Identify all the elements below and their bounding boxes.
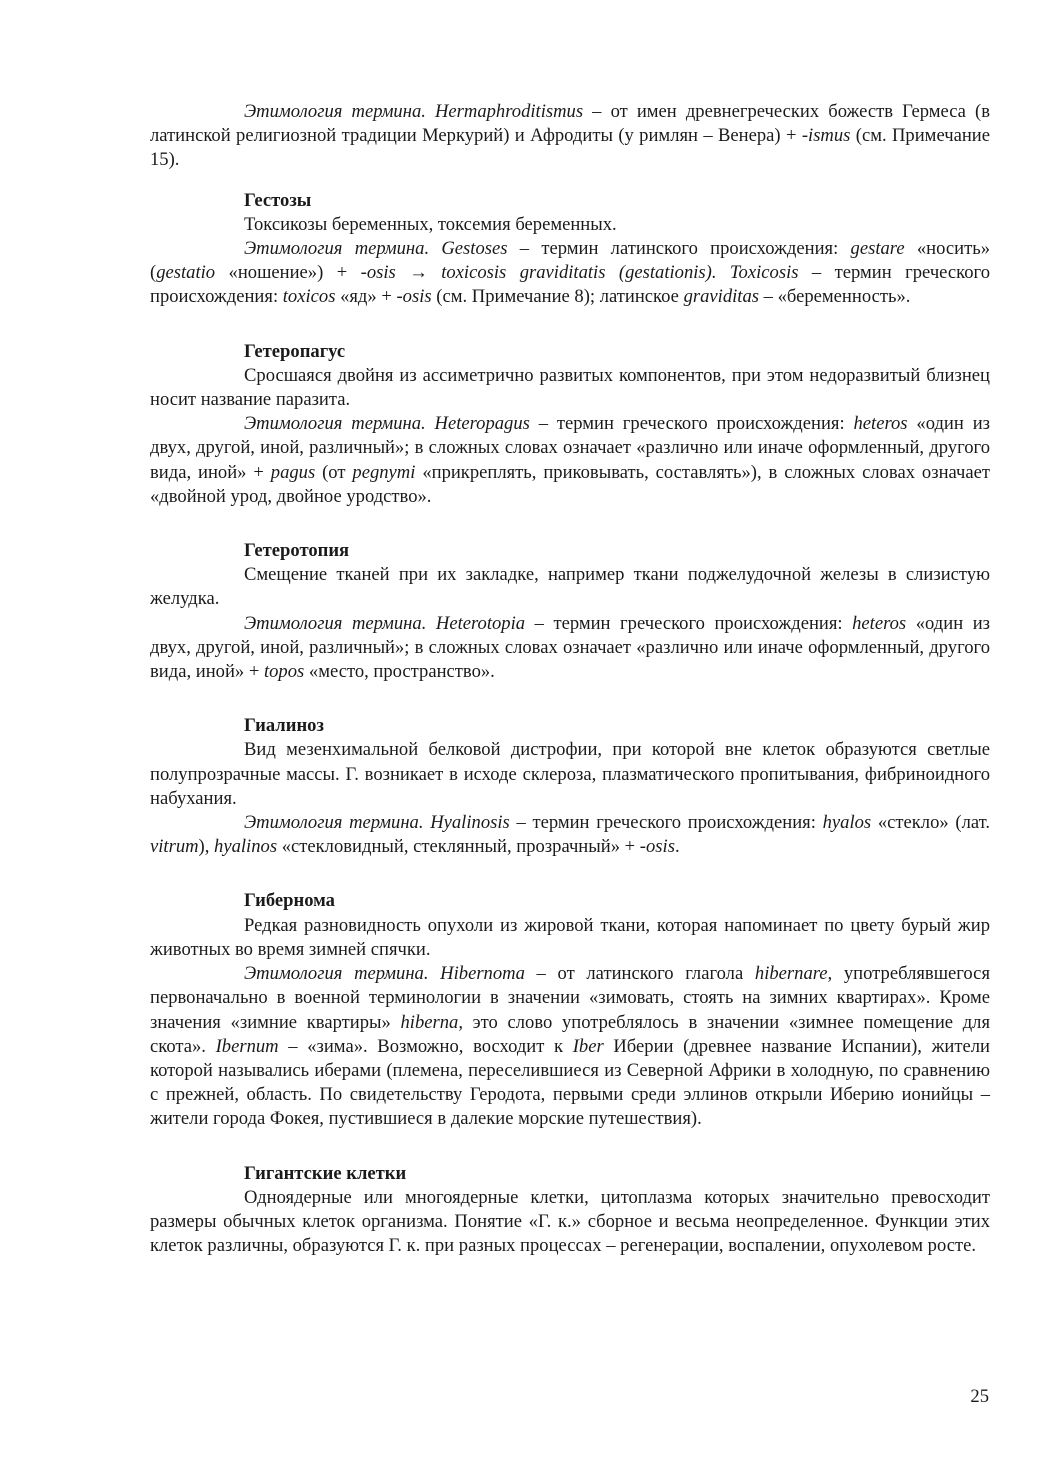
- text-segment: «носить» (: [150, 238, 990, 284]
- italic-segment: Этимология термина. Heterotopia: [244, 612, 526, 634]
- italic-segment: pagus: [270, 461, 316, 483]
- italic-segment: hiberna,: [400, 1011, 463, 1033]
- text-segment: «стекло» (лат.: [871, 812, 990, 834]
- text-segment: (см. Примечание 8); латинское: [431, 286, 684, 308]
- italic-segment: Этимология термина. Hibernoma: [244, 963, 525, 985]
- italic-segment: -osis: [396, 286, 432, 308]
- italic-segment: graviditas: [683, 286, 759, 308]
- text-segment: .: [674, 836, 680, 858]
- italic-segment: Iber: [572, 1035, 604, 1057]
- italic-segment: Ibernum: [215, 1035, 279, 1057]
- entry-title: Гестозы: [244, 189, 312, 211]
- italic-segment: topos: [263, 661, 305, 683]
- text-segment: Одноядерные или многоядерные клетки, цитоплазма которых значительно превосходит размеры обычных клеток организма. Понятие «Г. к.» сборное и весьма неопределенное. Функции этих клеток различны, образуются Г. к. при разных процессах – регенерации, воспалении, опухолевом росте.: [150, 1186, 990, 1257]
- italic-segment: heteros: [852, 612, 907, 634]
- italic-segment: hyalinos: [214, 836, 278, 858]
- entry-paragraph: [150, 213, 990, 237]
- italic-segment: heteros: [853, 413, 908, 435]
- text-segment: «яд» +: [335, 286, 397, 308]
- text-segment: Токсикозы беременных, токсемия беременных.: [244, 213, 617, 235]
- text-segment: – термин греческого происхождения:: [150, 262, 990, 308]
- entry-paragraph: [150, 412, 990, 509]
- italic-segment: hibernare,: [754, 963, 833, 985]
- text-segment: употреблявшегося первоначально в военной терминологии в значении «зимовать, стоять на зимних квартирах». Кроме значения «зимние квартиры»: [150, 963, 990, 1033]
- text-segment: это слово употреблялось в значении «зимнее помещение для скота».: [150, 1011, 990, 1057]
- entry-paragraph: [150, 612, 990, 685]
- entry-title: Гиалиноз: [244, 715, 324, 737]
- page-body: [150, 100, 990, 1258]
- entry-title: Гетеротопия: [244, 540, 350, 562]
- text-segment: – термин греческого происхождения:: [529, 413, 854, 435]
- text-segment: – «зима». Возможно, восходит к: [278, 1035, 573, 1057]
- text-segment: Редкая разновидность опухоли из жировой ткани, которая напоминает по цвету бурый жир животных во время зимней спячки.: [150, 914, 990, 960]
- italic-segment: ismus: [808, 125, 851, 147]
- italic-segment: gestare: [850, 238, 905, 260]
- entry-title: Гетеропагус: [244, 340, 346, 362]
- text-segment: «место, пространство».: [304, 661, 495, 683]
- intro-paragraph: [150, 100, 990, 173]
- italic-segment: vitrum: [150, 836, 199, 858]
- entry-paragraph: [150, 738, 990, 811]
- entry-paragraph: [150, 914, 990, 962]
- text-segment: – от имен древнегреческих божеств Гермеса (в латинской религиозной традиции Меркурий) и Афродиты (у римлян – Венера) + -: [150, 101, 990, 147]
- text-segment: (от: [315, 461, 353, 483]
- italic-segment: Этимология термина. Hyalinosis: [244, 812, 510, 834]
- entry-paragraph: [150, 563, 990, 611]
- entry-paragraph: [150, 364, 990, 412]
- italic-segment: Этимология термина. Gestoses: [244, 238, 508, 260]
- text-segment: (см. Примечание 15).: [150, 125, 990, 171]
- text-segment: «один из двух, другой, иной, различный»; в сложных словах означает «различно или иначе оформленный, другого вида, иной» +: [150, 413, 990, 483]
- italic-segment: pegnymi: [352, 461, 416, 483]
- text-segment: – термин латинского происхождения:: [507, 238, 851, 260]
- italic-segment: Этимология термина. Hermaphroditismus: [244, 101, 584, 122]
- italic-segment: hyalos: [822, 812, 872, 834]
- text-segment: «прикреплять, приковывать, составлять»), в сложных словах означает «двойной урод, двойное уродство».: [150, 461, 991, 507]
- text-segment: «ношение») +: [215, 262, 361, 284]
- italic-segment: -osis: [639, 836, 675, 858]
- text-segment: – «беременность».: [759, 286, 911, 308]
- entry-paragraph: [150, 1186, 990, 1259]
- text-segment: Иберии (древнее название Испании), жители которой назывались иберами (племена, переселившиеся из Северной Африки в холодную, по сравнению с прежней, область. По свидетельству Геродота, первыми среди эллинов открыли Иберию ионийцы – жители города Фокея, пустившиеся в далекие морские путешествия).: [150, 1035, 990, 1130]
- entry-title: Гибернома: [244, 890, 335, 912]
- italic-segment: Этимология термина. Heteropagus: [244, 413, 530, 435]
- text-segment: – от латинского глагола: [524, 963, 755, 985]
- text-segment: Вид мезенхимальной белковой дистрофии, при которой вне клеток образуются светлые полупрозрачные массы. Г. возникает в исходе склероза, плазматического пропитывания, фибриноидного набухания.: [150, 739, 990, 809]
- text-segment: «один из двух, другой, иной, различный»; в сложных словах означает «различно или иначе оформленный, другого вида, иной» +: [150, 612, 990, 683]
- text-segment: – термин греческого происхождения:: [525, 612, 853, 634]
- page-number: 25: [970, 1386, 989, 1407]
- italic-segment: -osis → toxicosis graviditatis (gestationis). Toxicosis: [360, 262, 799, 284]
- italic-segment: toxicos: [282, 286, 336, 308]
- entry-paragraph: [150, 962, 990, 1131]
- text-segment: Смещение тканей при их закладке, например ткани поджелудочной железы в слизистую желудка.: [150, 564, 990, 610]
- text-segment: Сросшаяся двойня из ассиметрично развитых компонентов, при этом недоразвитый близнец носит название паразита.: [150, 364, 990, 411]
- italic-segment: gestatio: [156, 262, 216, 284]
- text-segment: ),: [198, 836, 215, 858]
- text-segment: «стекловидный, стеклянный, прозрачный» +: [277, 836, 640, 858]
- entries-list: [150, 189, 990, 1259]
- entry-paragraph: [150, 237, 990, 310]
- entry-title: Гигантские клетки: [244, 1162, 407, 1184]
- entry-paragraph: [150, 811, 990, 859]
- text-segment: – термин греческого происхождения:: [509, 812, 823, 834]
